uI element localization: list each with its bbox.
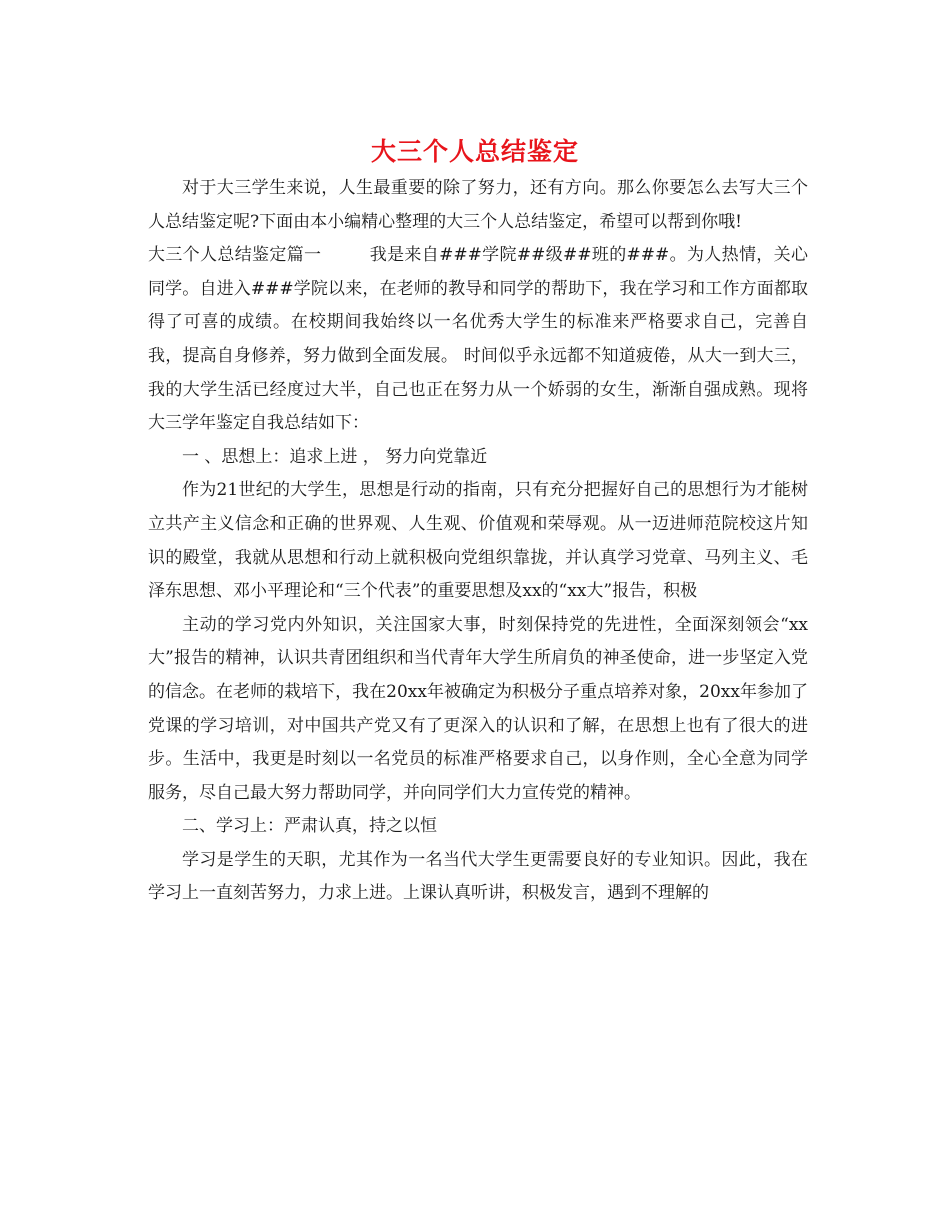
section-text: 我是来自###学院##级##班的###。为人热情，关心同学。自进入###学院以来，在老师的教导和同学的帮助下，我在学习和工作方面都取得了可喜的成绩。在校期间我始终以一名优秀大学生的标准来严格要求自己，完善自我，提高自身修养，努力做到全面发展。 时间似乎永远都不知道疲倦，从大一到大三，我的大学生活已经度过大半，自己也正在努力从一个娇弱的女生，渐渐自强成熟。现将大三学年鉴定自我总结如下： [148, 245, 808, 434]
document-title: 大三个人总结鉴定 [370, 137, 579, 166]
heading-thought: 一 、思想上：追求上进 ， 努力向党靠近 [182, 446, 488, 467]
thought-paragraph-2: 主动的学习党内外知识，关注国家大事，时刻保持党的先进性，全面深刻领会“xx大”报告的精神，认识共青团组织和当代青年大学生所肩负的神圣使命，进一步坚定入党的信念。在老师的栽培下，我在20xx年被确定为积极分子重点培养对象，20xx年参加了党课的学习培训，对中国共产党又有了更深入的认识和了解，在思想上也有了很大的进步。生活中，我更是时刻以一名党员的标准严格要求自己，以身作则，全心全意为同学服务，尽自己最大努力帮助同学，并向同学们大力宣传党的精神。 [148, 614, 808, 803]
document-body [148, 172, 808, 911]
section-label: 大三个人总结鉴定篇一 [148, 245, 322, 266]
study-paragraph: 学习是学生的天职，尤其作为一名当代大学生更需要良好的专业知识。因此，我在学习上一直刻苦努力，力求上进。上课认真听讲，积极发言，遇到不理解的 [148, 849, 808, 904]
section-paragraph [148, 239, 808, 441]
thought-paragraph-1: 作为21世纪的大学生，思想是行动的指南，只有充分把握好自己的思想行为才能树立共产主义信念和正确的世界观、人生观、价值观和荣辱观。从一迈进师范院校这片知识的殿堂，我就从思想和行动上就积极向党组织靠拢，并认真学习党章、马列主义、毛泽东思想、邓小平理论和“三个代表”的重要思想及xx的“xx大”报告，积极 [148, 480, 808, 602]
heading-study: 二、学习上：严肃认真，持之以恒 [182, 816, 437, 837]
intro-paragraph: 对于大三学生来说，人生最重要的除了努力，还有方向。那么你要怎么去写大三个人总结鉴定呢?下面由本小编精心整理的大三个人总结鉴定，希望可以帮到你哦! [148, 178, 808, 232]
